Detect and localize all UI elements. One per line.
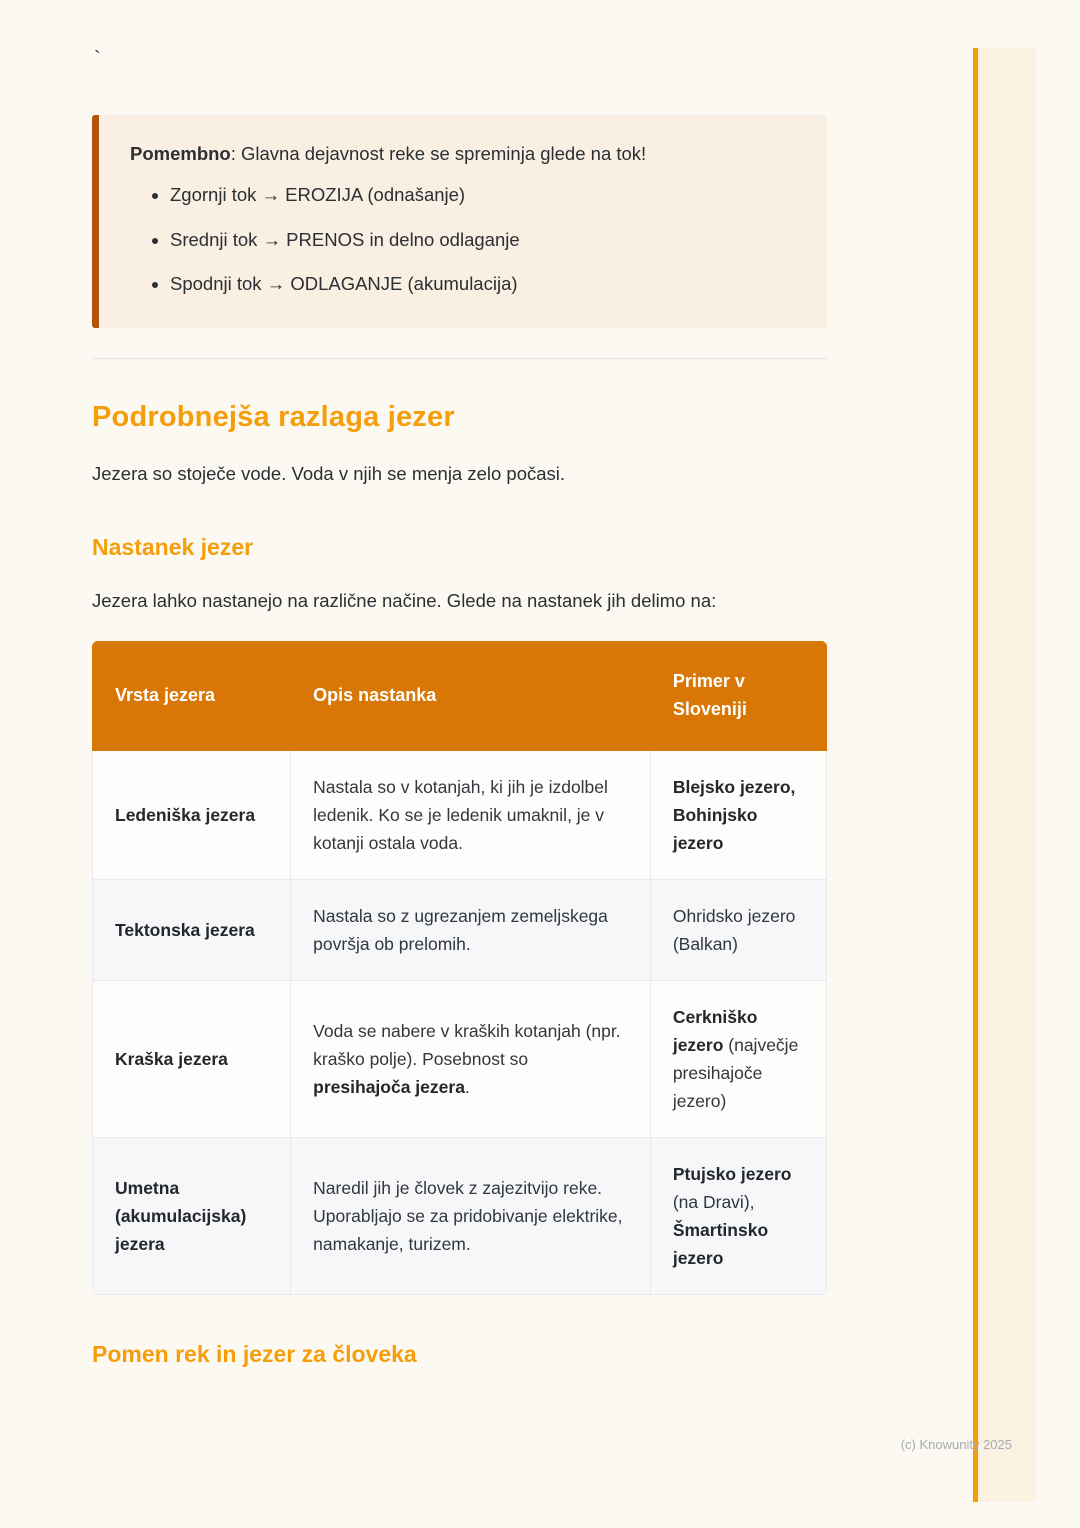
table-cell: Blejsko jezero, Bohinjsko jezero	[650, 750, 826, 879]
callout-title	[130, 141, 797, 168]
table-cell: Tektonska jezera	[93, 879, 291, 980]
table-cell: Voda se nabere v kraških kotanjah (npr. kraško polje). Posebnost so presihajoča jezera.	[291, 980, 651, 1137]
callout-title-bold: Pomembno	[130, 143, 231, 164]
heading-importance: Pomen rek in jezer za človeka	[92, 1340, 417, 1367]
document-content	[92, 0, 827, 1368]
table-cell: Nastala so v kotanjah, ki jih je izdolbel ledenik. Ko se je ledenik umaknil, je v kotanji ostala voda.	[291, 750, 651, 879]
table-header-cell: Primer v Sloveniji	[650, 641, 826, 750]
table-body	[93, 750, 827, 1294]
table-row	[93, 879, 827, 980]
lakes-table-wrapper	[92, 641, 827, 1295]
callout-title-rest: : Glavna dejavnost reke se spreminja glede na tok!	[230, 143, 647, 164]
table-row	[93, 980, 827, 1137]
paragraph-lake-origin: Jezera lahko nastanejo na različne načine. Glede na nastanek jih delimo na:	[92, 590, 717, 611]
callout-list	[170, 182, 797, 298]
section-divider	[92, 358, 827, 359]
table-cell: Umetna (akumulacijska) jezera	[93, 1137, 291, 1294]
copyright-footer: (c) Knowunity 2025	[900, 1437, 1012, 1452]
table-row	[93, 1137, 827, 1294]
callout-item: • Spodnji tok → ODLAGANJE (akumulacija)	[170, 271, 797, 298]
table-cell: Ptujsko jezero (na Dravi), Šmartinsko jezero	[650, 1137, 826, 1294]
callout-item: • Srednji tok → PRENOS in delno odlaganje	[170, 227, 797, 254]
page-margin-accent-line	[973, 48, 978, 1502]
table-cell: Ohridsko jezero (Balkan)	[650, 879, 826, 980]
table-cell: Naredil jih je človek z zajezitvijo reke. Uporabljajo se za pridobivanje elektrike, namakanje, turizem.	[291, 1137, 651, 1294]
table-row	[93, 750, 827, 879]
table-cell: Kraška jezera	[93, 980, 291, 1137]
callout-item: • Zgornji tok → EROZIJA (odnašanje)	[170, 182, 797, 209]
stray-backtick: `	[94, 48, 101, 70]
lakes-table	[92, 641, 827, 1295]
page-margin-band	[978, 48, 1036, 1502]
callout-important	[92, 115, 827, 328]
table-header-cell: Vrsta jezera	[93, 641, 291, 750]
heading-lake-origin: Nastanek jezer	[92, 534, 254, 560]
table-cell: Cerkniško jezero (največje presihajoče jezero)	[650, 980, 826, 1137]
paragraph-lakes: Jezera so stoječe vode. Voda v njih se menja zelo počasi.	[92, 463, 566, 485]
heading-lakes-explanation: Podrobnejša razlaga jezer	[92, 401, 455, 434]
table-cell: Nastala so z ugrezanjem zemeljskega površja ob prelomih.	[291, 879, 651, 980]
table-header-cell: Opis nastanka	[291, 641, 651, 750]
table-cell: Ledeniška jezera	[93, 750, 291, 879]
table-header-row	[93, 641, 827, 750]
